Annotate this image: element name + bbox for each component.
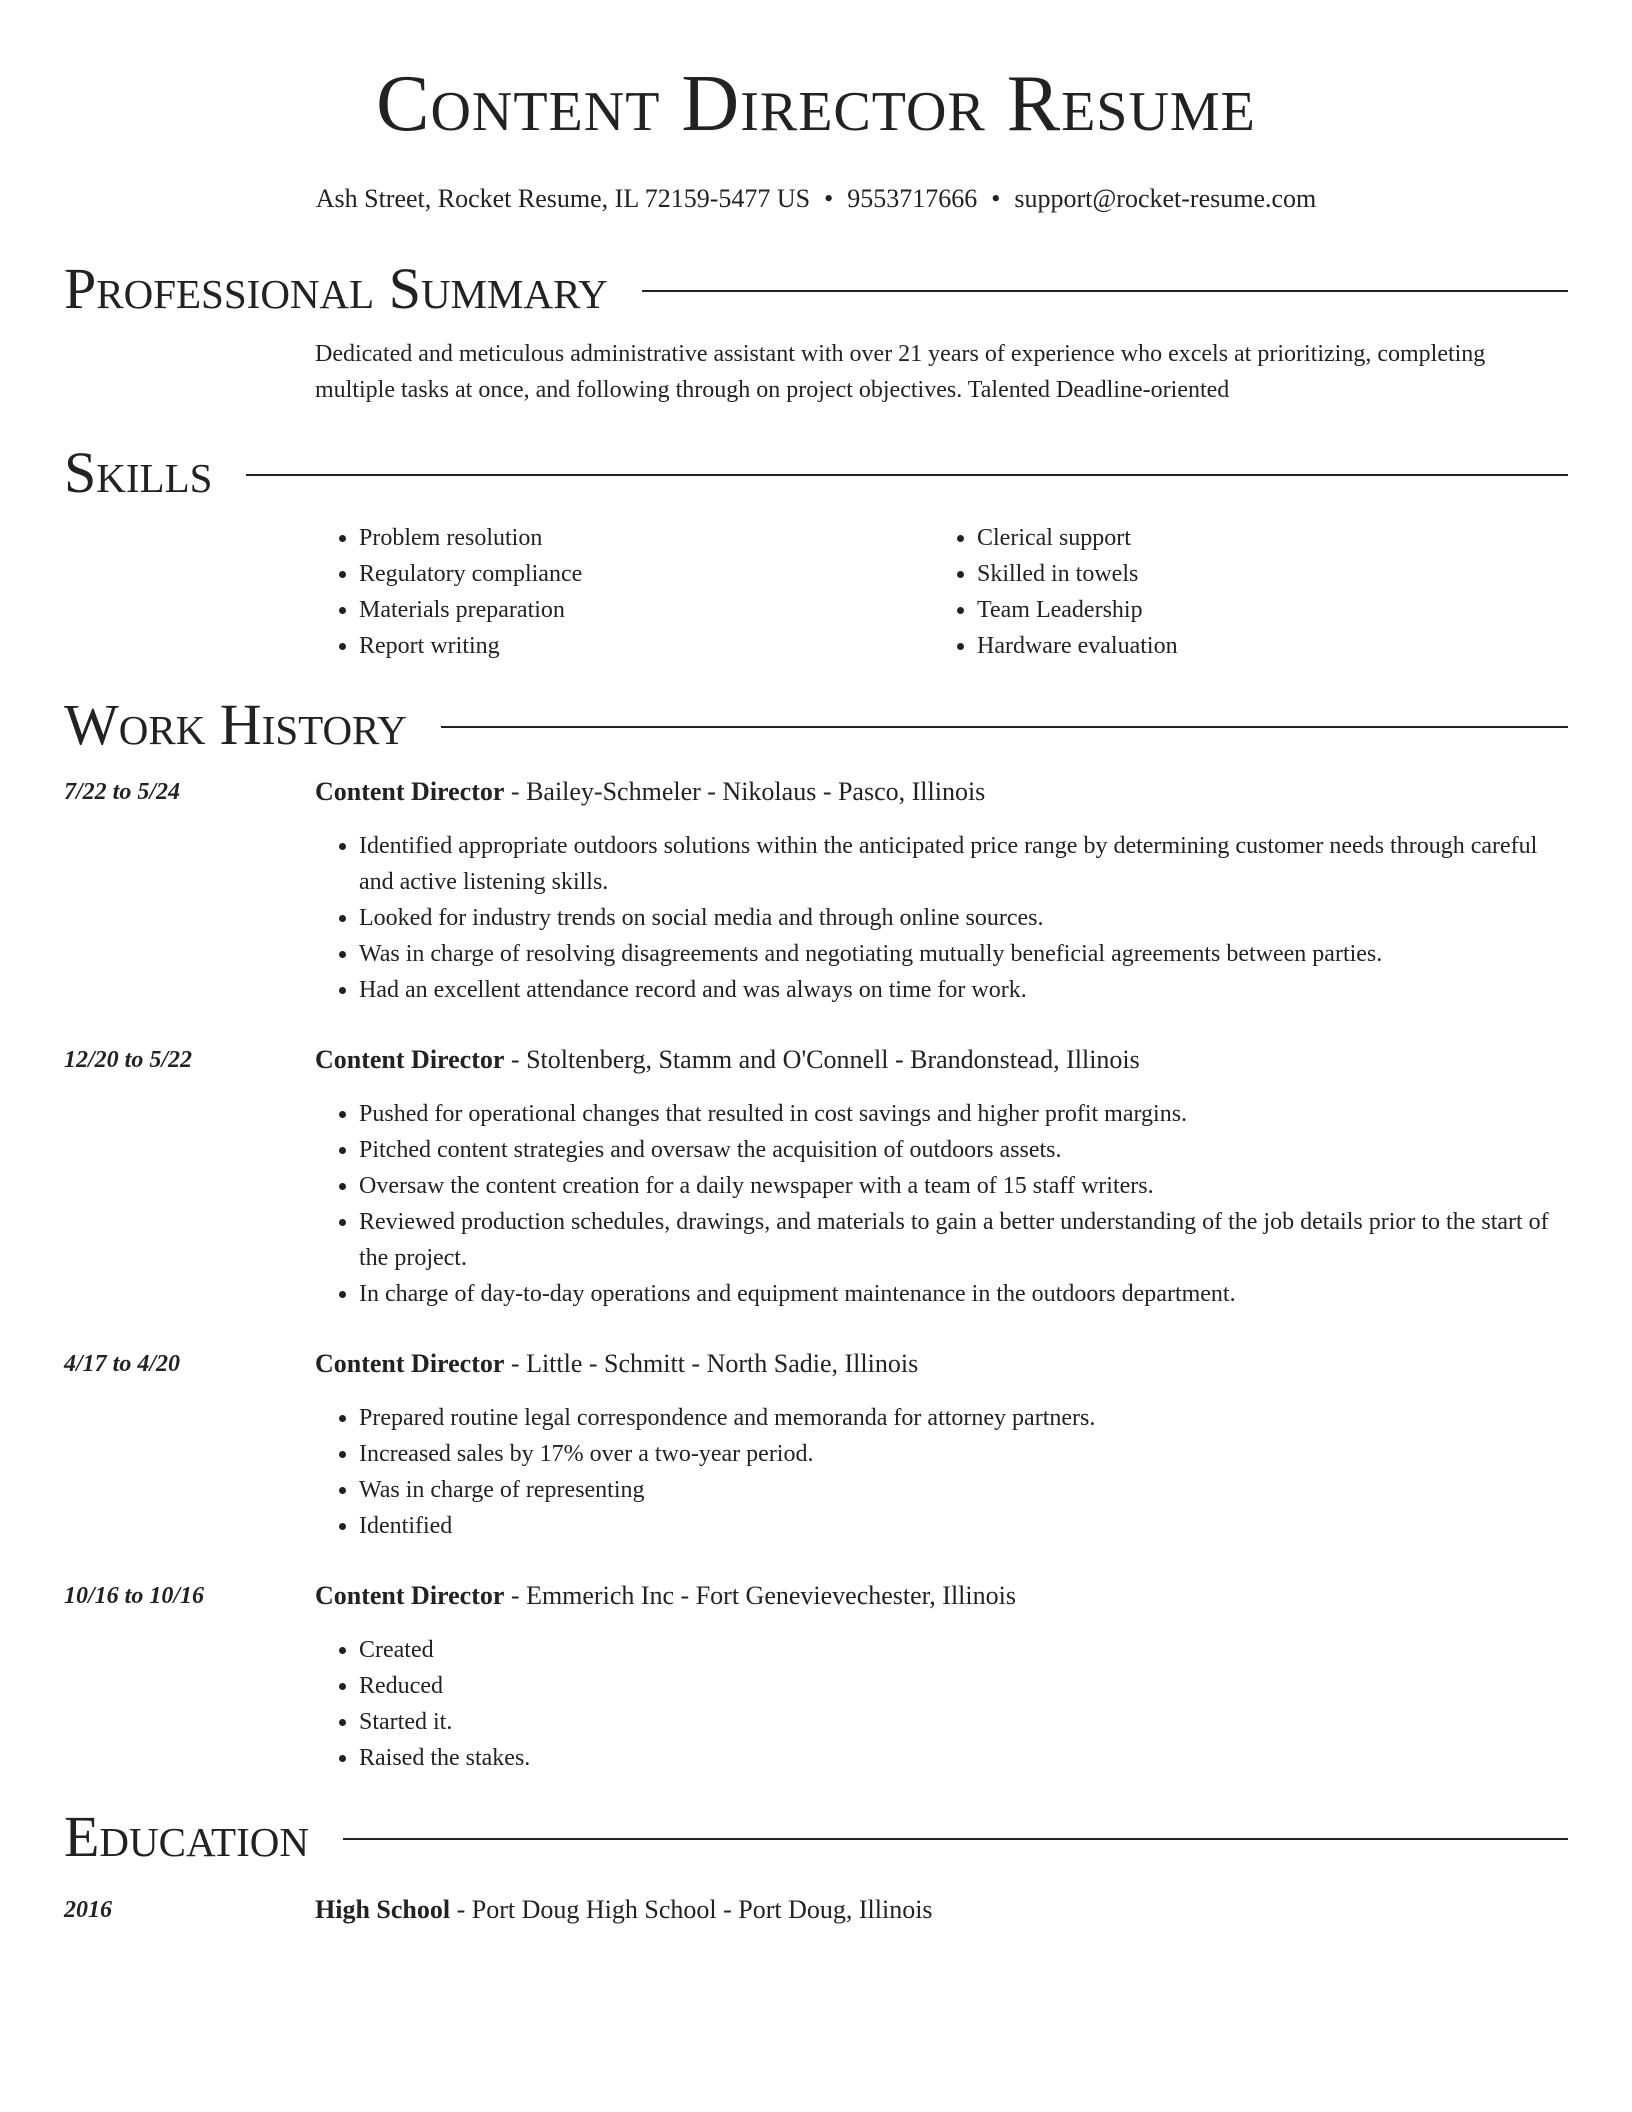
contact-address: Ash Street, Rocket Resume, IL 72159-5477 US [315, 184, 811, 213]
job-body [315, 774, 1568, 1008]
job-details: - Emmerich Inc - Fort Genevievechester, Illinois [504, 1581, 1016, 1610]
job-bullet: • Pitched content strategies and oversaw the acquisition of outdoors assets. [359, 1132, 1568, 1168]
skills-section-header [64, 438, 1568, 508]
skill-item: • Regulatory compliance [359, 556, 933, 592]
job-bullet: • Identified appropriate outdoors solutions within the anticipated price range by determining customer needs through careful and active listening skills. [359, 828, 1568, 900]
job-entry [64, 1578, 1568, 1776]
work-section-header [64, 690, 1568, 760]
section-divider [441, 726, 1568, 728]
job-bullet: • Pushed for operational changes that resulted in cost savings and higher profit margins. [359, 1096, 1568, 1132]
education-degree: High School [315, 1895, 451, 1924]
job-bullet: • Looked for industry trends on social media and through online sources. [359, 900, 1568, 936]
skill-item: • Report writing [359, 628, 933, 664]
job-headline [315, 1042, 1568, 1078]
skill-item: • Hardware evaluation [977, 628, 1551, 664]
job-bullet: • Was in charge of resolving disagreements and negotiating mutually beneficial agreements between parties. [359, 936, 1568, 972]
job-bullet: • Started it. [359, 1704, 1568, 1740]
education-heading: Education [64, 1804, 309, 1869]
education-headline [315, 1892, 1568, 1928]
job-bullet: • In charge of day-to-day operations and equipment maintenance in the outdoors department. [359, 1276, 1568, 1312]
summary-text: Dedicated and meticulous administrative assistant with over 21 years of experience who excels at prioritizing, completing multiple tasks at once, and following through on project objectives. Talented Deadline-oriented [315, 341, 1486, 403]
skill-item: • Skilled in towels [977, 556, 1551, 592]
job-details: - Little - Schmitt - North Sadie, Illinois [504, 1349, 919, 1378]
skill-item: • Problem resolution [359, 520, 933, 556]
job-bullet: • Reviewed production schedules, drawings, and materials to gain a better understanding of the job details prior to the start of the project. [359, 1204, 1568, 1276]
section-divider [642, 290, 1568, 292]
job-details: - Stoltenberg, Stamm and O'Connell - Brandonstead, Illinois [504, 1045, 1140, 1074]
job-entry [64, 1042, 1568, 1312]
job-bullet: • Prepared routine legal correspondence and memoranda for attorney partners. [359, 1400, 1568, 1436]
job-headline [315, 1578, 1568, 1614]
job-dates: 10/16 to 10/16 [64, 1583, 205, 1609]
summary-section-header [64, 254, 1568, 324]
job-role: Content Director [315, 777, 505, 806]
skills-column-right [933, 520, 1551, 664]
job-bullet: • Created [359, 1632, 1568, 1668]
job-role: Content Director [315, 1581, 505, 1610]
job-body [315, 1578, 1568, 1776]
job-bullets [315, 1096, 1568, 1312]
skills-list [315, 520, 1568, 664]
job-bullet: • Was in charge of representing [359, 1472, 1568, 1508]
resume-title: Content Director Resume [376, 60, 1256, 148]
job-entry [64, 774, 1568, 1008]
skill-item: • Clerical support [977, 520, 1551, 556]
education-details: - Port Doug High School - Port Doug, Illinois [450, 1895, 933, 1924]
skills-column-left [315, 520, 933, 664]
job-role: Content Director [315, 1349, 505, 1378]
job-headline [315, 1346, 1568, 1382]
job-bullet: • Increased sales by 17% over a two-year period. [359, 1436, 1568, 1472]
job-body [315, 1346, 1568, 1544]
job-bullet: • Had an excellent attendance record and was always on time for work. [359, 972, 1568, 1008]
section-divider [246, 474, 1568, 476]
contact-email: support@rocket-resume.com [1014, 184, 1317, 213]
job-bullets [315, 1400, 1568, 1544]
education-body [315, 1892, 1568, 1928]
education-entry [64, 1892, 1568, 1928]
skill-item: • Team Leadership [977, 592, 1551, 628]
job-dates: 4/17 to 4/20 [64, 1351, 181, 1377]
job-dates: 7/22 to 5/24 [64, 779, 181, 805]
job-bullet: • Raised the stakes. [359, 1740, 1568, 1776]
job-role: Content Director [315, 1045, 505, 1074]
contact-separator: • [824, 184, 834, 213]
job-headline [315, 774, 1568, 810]
contact-phone: 9553717666 [847, 184, 978, 213]
job-entry [64, 1346, 1568, 1544]
job-details: - Bailey-Schmeler - Nikolaus - Pasco, Illinois [504, 777, 986, 806]
resume-page [64, 0, 1568, 1928]
job-bullet: • Reduced [359, 1668, 1568, 1704]
job-bullet: • Identified [359, 1508, 1568, 1544]
summary-heading: Professional Summary [64, 256, 608, 321]
contact-separator: • [991, 184, 1001, 213]
education-section-header [64, 1802, 1568, 1872]
job-bullets [315, 828, 1568, 1008]
contact-line [64, 182, 1568, 216]
job-body [315, 1042, 1568, 1312]
job-dates: 12/20 to 5/22 [64, 1047, 193, 1073]
education-year: 2016 [64, 1897, 112, 1923]
skill-item: • Materials preparation [359, 592, 933, 628]
work-heading: Work History [64, 692, 407, 757]
section-divider [343, 1838, 1568, 1840]
job-bullet: • Oversaw the content creation for a daily newspaper with a team of 15 staff writers. [359, 1168, 1568, 1204]
skills-heading: Skills [64, 440, 213, 505]
job-bullets [315, 1632, 1568, 1776]
